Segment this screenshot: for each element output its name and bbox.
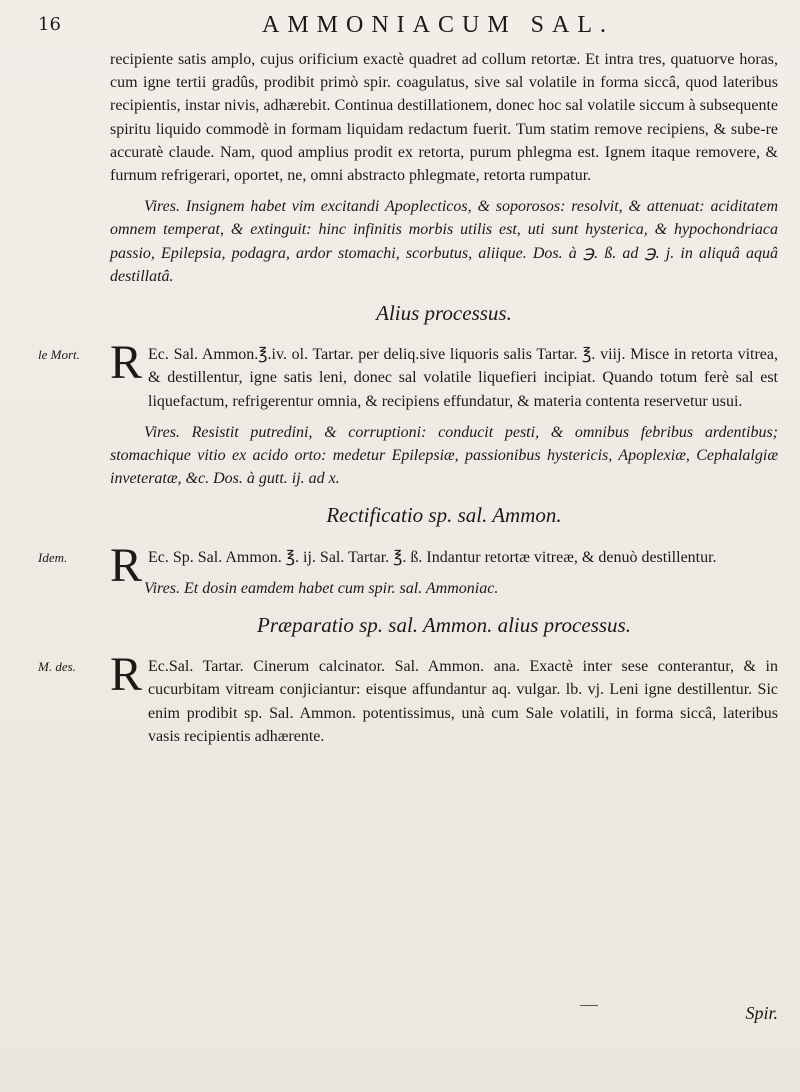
recipe-text-2: Ec. Sp. Sal. Ammon. ℥. ij. Sal. Tartar. ℥. ß. Indantur retortæ vitreæ, & denuò destillentur.: [148, 548, 717, 566]
intro-paragraph: recipiente satis amplo, cujus orificium exactè quadret ad collum retortæ. Et intra tres, quatuorve horas, cum igne tertii gradûs, prodibit primò spir. coagulatus, sive sal volatile in forma siccâ, quod lateribus recipientis, instar nivis, adhærebit. Continua destillationem, donec hoc sal volatile siccum à subsequente spiritu liquido commodè in formam liquidam redactum fuerit. Tum statim remove recipiens, & sube-re accuratè claude. Nam, quod amplius prodit ex retorta, purum phlegma est. Ignem itaque removere, & furnum refrigerari, oportet, ne, omni abstracto phlegmate, retorta rumpatur.: [110, 51, 778, 185]
recipe-text-3: Ec.Sal. Tartar. Cinerum calcinator. Sal. Ammon. ana. Exactè inter sese conterantur, & in cucurbitam vitream conjiciantur: eisque affundantur aq. vulgar. lb. vj. Leni igne destillentur. Sic enim prodibit sp. Sal. Ammon. potentissimus, unà cum Sale volatili, in forma siccâ, lateribus vasis recipientis adhærente.: [148, 658, 778, 745]
virtues-paragraph-2: Vires. Resistit putredini, & corruptioni: conducit pesti, & omnibus febribus ardentibus; stomachique vitio ex acido orto: medetur Epilepsiæ, passionibus hystericis, Apoplexiæ, Cephalalgiæ inveteratæ, &c. Dos. à gutt. ij. ad x.: [110, 423, 778, 488]
catchword: Spir.: [745, 1003, 778, 1023]
recipe-text-1: Ec. Sal. Ammon.℥.iv. ol. Tartar. per deliq.sive liquoris salis Tartar. ℥. viij. Misce in retorta vitrea, & destillentur, igne satis leni, donec sal volatile liquefieri incipiat. Quando totum ferè sal est liquefactum, refrigerentur omnia, & recipiens effundatur, & materia contenta reservetur usui.: [148, 346, 778, 410]
recipe-1: [38, 336, 778, 413]
margin-note-1: le Mort.: [38, 347, 80, 363]
margin-note-2: Idem.: [38, 549, 68, 565]
dropcap-r-3: R: [110, 648, 143, 702]
dropcap-r-2: R: [110, 538, 143, 592]
section-title-2: Rectificatio sp. sal. Ammon.: [326, 503, 562, 528]
page-header: [38, 10, 778, 50]
virtues-paragraph-1: Vires. Insignem habet vim excitandi Apoplecticos, & soporosos: resolvit, & attenuat: aciditatem omnem temperat, & extinguit: hinc infinitis morbis utilis est, uti sunt hysterica, & hypochondriaca passio, Epilepsia, podagra, ardor stomachi, scorbutus, aliique. Dos. à ℈. ß. ad ℈. j. in aliquâ aquâ destillatâ.: [110, 198, 778, 285]
margin-note-3: M. des.: [38, 659, 76, 675]
main-content: [38, 48, 778, 756]
section-title-1: Alius processus.: [376, 301, 512, 326]
page-number: 16: [38, 14, 61, 35]
recipe-3: [38, 648, 778, 748]
running-head: AMMONIACUM SAL.: [261, 12, 615, 38]
dropcap-r-1: R: [110, 336, 143, 390]
page-end-dash: [580, 1005, 598, 1006]
virtues-paragraph-3: Vires. Et dosin eamdem habet cum spir. sal. Ammoniac.: [144, 579, 499, 597]
section-title-3: Præparatio sp. sal. Ammon. alius processus.: [257, 613, 631, 638]
